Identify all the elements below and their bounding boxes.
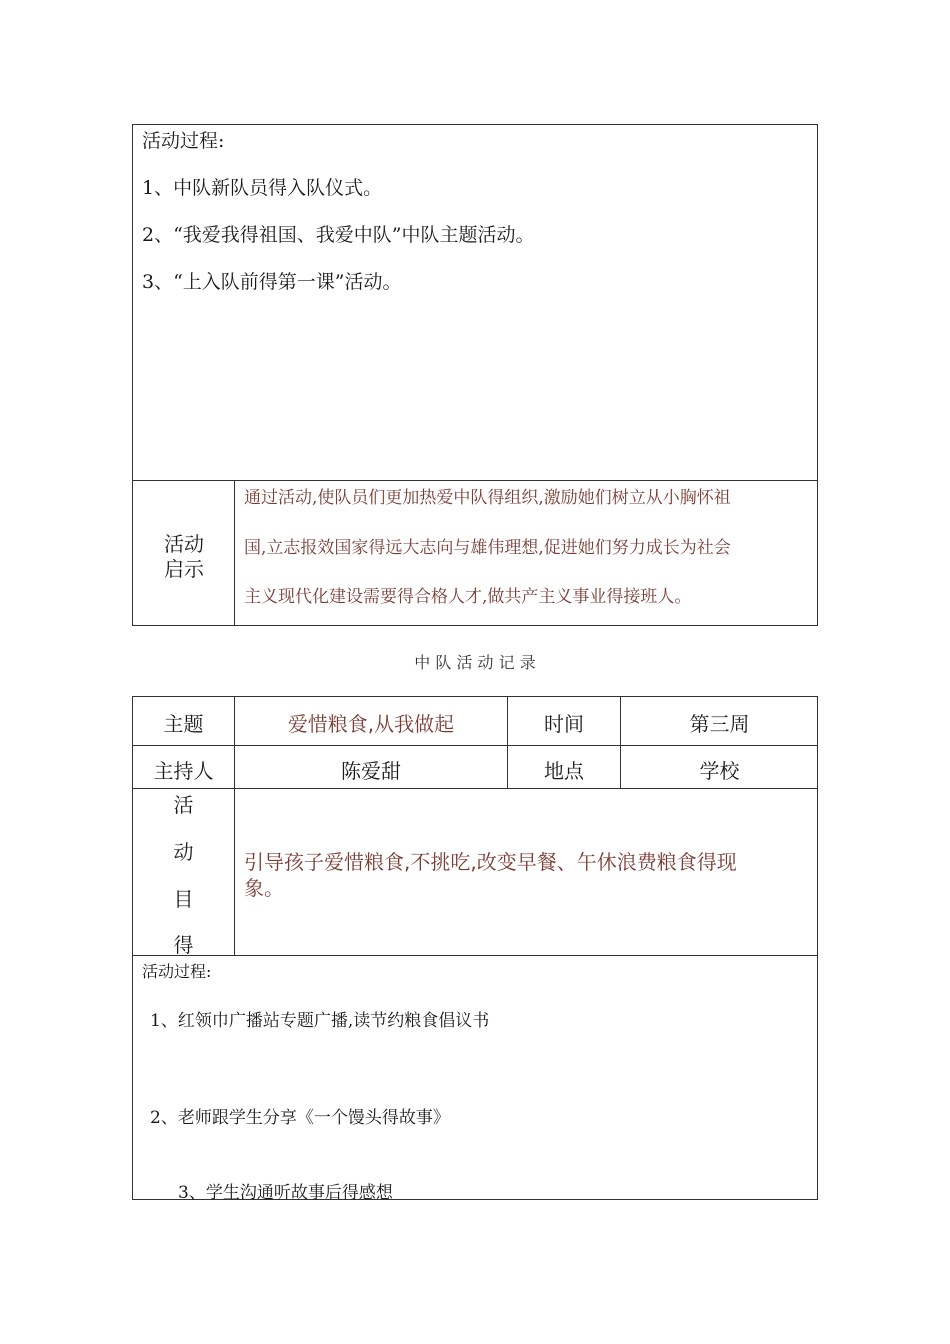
time-value: 第三周 — [689, 712, 750, 736]
theme-value: 爱惜粮食,从我做起 — [287, 712, 455, 736]
theme-label: 主题 — [163, 712, 204, 736]
purpose-text-line-1: 引导孩子爱惜粮食,不挑吃,改变早餐、午休浪费粮食得现 — [244, 850, 737, 874]
process-item-3: 3、“上入队前得第一课”活动。 — [142, 271, 402, 293]
host-value: 陈爱甜 — [341, 759, 401, 783]
insight-line-2: 国,立志报效国家得远大志向与雄伟理想,促进她们努力成长为社会 — [244, 538, 731, 558]
record-process-item-2: 2、老师跟学生分享《一个馒头得故事》 — [150, 1108, 450, 1128]
purpose-label-char-2: 动 — [173, 840, 194, 864]
table1-insight-divider — [234, 480, 235, 626]
record-process-item-3: 3、学生沟通听故事后得感想 — [178, 1183, 393, 1203]
purpose-label-char-3: 目 — [173, 887, 194, 911]
purpose-text-line-2: 象。 — [244, 876, 284, 900]
place-label: 地点 — [544, 759, 584, 783]
process-item-2: 2、“我爱我得祖国、我爱中队”中队主题活动。 — [142, 224, 535, 246]
time-label: 时间 — [544, 712, 584, 736]
process-item-1: 1、中队新队员得入队仪式。 — [142, 177, 383, 199]
insight-label-line2: 启示 — [164, 557, 204, 581]
insight-line-3: 主义现代化建设需要得合格人才,做共产主义事业得接班人。 — [244, 587, 692, 607]
host-label: 主持人 — [153, 759, 214, 783]
record-title: 中 队 活 动 记 录 — [414, 653, 536, 672]
record-process-heading: 活动过程: — [142, 962, 212, 981]
process-heading: 活动过程: — [142, 130, 225, 152]
place-value: 学校 — [699, 759, 740, 783]
purpose-label-char-4: 得 — [173, 933, 194, 957]
insight-label-line1: 活动 — [164, 532, 204, 556]
insight-line-1: 通过活动,使队员们更加热爱中队得组织,激励她们树立从小胸怀祖 — [244, 488, 731, 508]
purpose-label-char-1: 活 — [173, 793, 194, 817]
table2-row-divider-3 — [132, 955, 818, 956]
record-process-item-1: 1、红领巾广播站专题广播,读节约粮食倡议书 — [150, 1011, 490, 1031]
